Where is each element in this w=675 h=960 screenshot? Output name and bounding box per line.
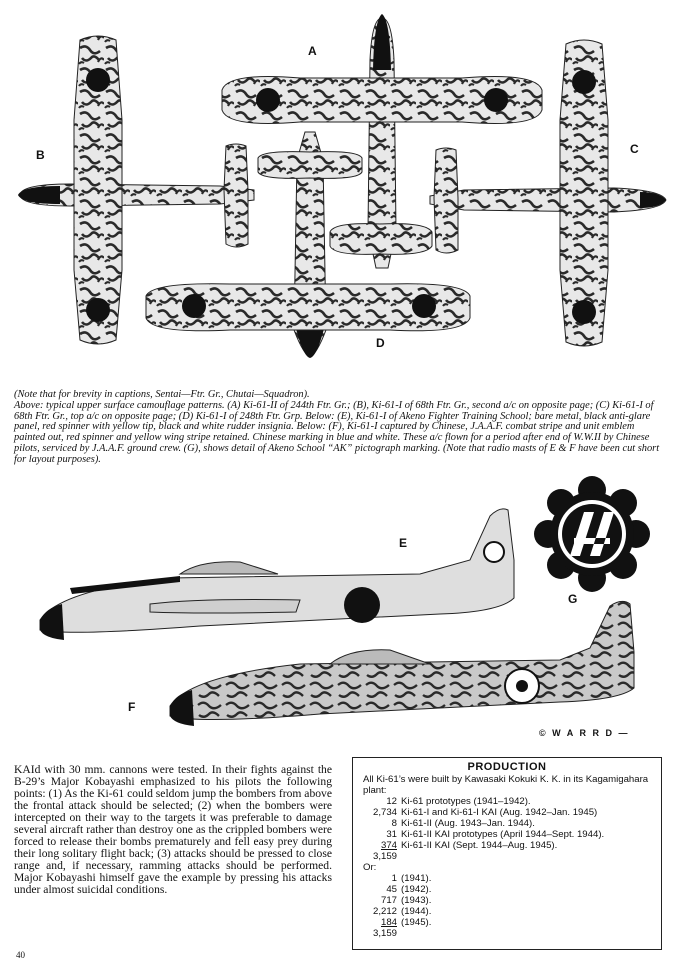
production-row: 374 Ki-61-II KAI (Sept. 1944–Aug. 1945).: [380, 840, 558, 851]
artist-signature: © W A R R D —: [539, 728, 630, 738]
figure-label-g: G: [568, 592, 578, 606]
production-row: 31 Ki-61-II KAI prototypes (April 1944–Sept. 1944).: [386, 829, 605, 840]
page-number: 40: [16, 950, 25, 960]
production-or-label: Or:: [363, 862, 377, 873]
caption-body: Above: typical upper surface camouflage patterns. (A) Ki-61-II of 244th Ftr. Gr.; (B), Ki-61-I of 68th Ftr. Gr., second a/c on opposite page; (C) Ki-61-I of 68th Ftr. Gr., top a/c on opposite page; (D) Ki-61-I of 248th Ftr. Grp. Below: (E), Ki-61-I of Akeno Fighter Training School; bare metal, black anti-glare panel, red spinner with yellow tip, black and white rudder insignia. Below: (F), Ki-61-I captured by Chinese, J.A.A.F. combat stripe and unit emblem painted out, red spinner and yellow wing stripe retained. Chinese marking in blue and white. These a/c flown for a period after end of W.W.II by Chinese pilots, serviced by J.A.A.F. ground crew. (G), shows detail of Akeno School “AK” pictograph marking. (Note that radio masts of E & F have been cut short for layout purposes).: [14, 399, 660, 465]
production-total: 3,159: [372, 851, 397, 862]
figure-label-b: B: [36, 148, 45, 162]
akeno-school-emblem: [534, 476, 650, 592]
production-intro: All Ki-61’s were built by Kawasaki Kokuki K. K. in its Kagamigahara plant:: [363, 774, 649, 796]
figure-label-e: E: [399, 536, 408, 550]
article-paragraph: KAId with 30 mm. cannons were tested. In their fights against the B-29’s Major Kobayashi emphasized to his pilots the following points: (1) As the Ki-61 could seldom jump the bombers from above the frontal attack should be selected; (2) when the bombers were intercepted on their way to the targets it was preferable to damage several aircraft rather than destroy one as the crippled bombers were forced to release their bombs prematurely and fell easy prey during their long solitary flight back; (3) attacks should be pressed to close range and, if necessary, ramming attacks should be performed. Major Kobayashi himself gave the example by pressing his attacks under almost suicidal conditions.: [14, 763, 332, 896]
production-row: 2,734 Ki-61-I and Ki-61-I KAI (Aug. 1942–Jan. 1945): [372, 807, 598, 818]
production-year-row: 1 (1941).: [391, 873, 432, 884]
production-box: [352, 757, 662, 950]
production-year-row: 717 (1943).: [380, 895, 432, 906]
figure-label-c: C: [630, 142, 639, 156]
figure-label-f: F: [128, 700, 136, 714]
production-total: 3,159: [372, 928, 397, 939]
production-row: 12 Ki-61 prototypes (1941–1942).: [386, 796, 531, 807]
caption-note: (Note that for brevity in captions, Sentai—Ftr. Gr., Chutai—Squadron).: [14, 389, 310, 400]
production-year-row: 2,212 (1944).: [372, 906, 432, 917]
production-year-row: 45 (1942).: [386, 884, 432, 895]
production-year-row: 184 (1945).: [380, 917, 432, 928]
production-title: PRODUCTION: [467, 761, 547, 773]
figure-label-d: D: [376, 336, 385, 350]
aircraft-e-profile: [40, 509, 514, 640]
production-row: 8 Ki-61-II (Aug. 1943–Jan. 1944).: [391, 818, 535, 829]
figure-label-a: A: [308, 44, 317, 58]
